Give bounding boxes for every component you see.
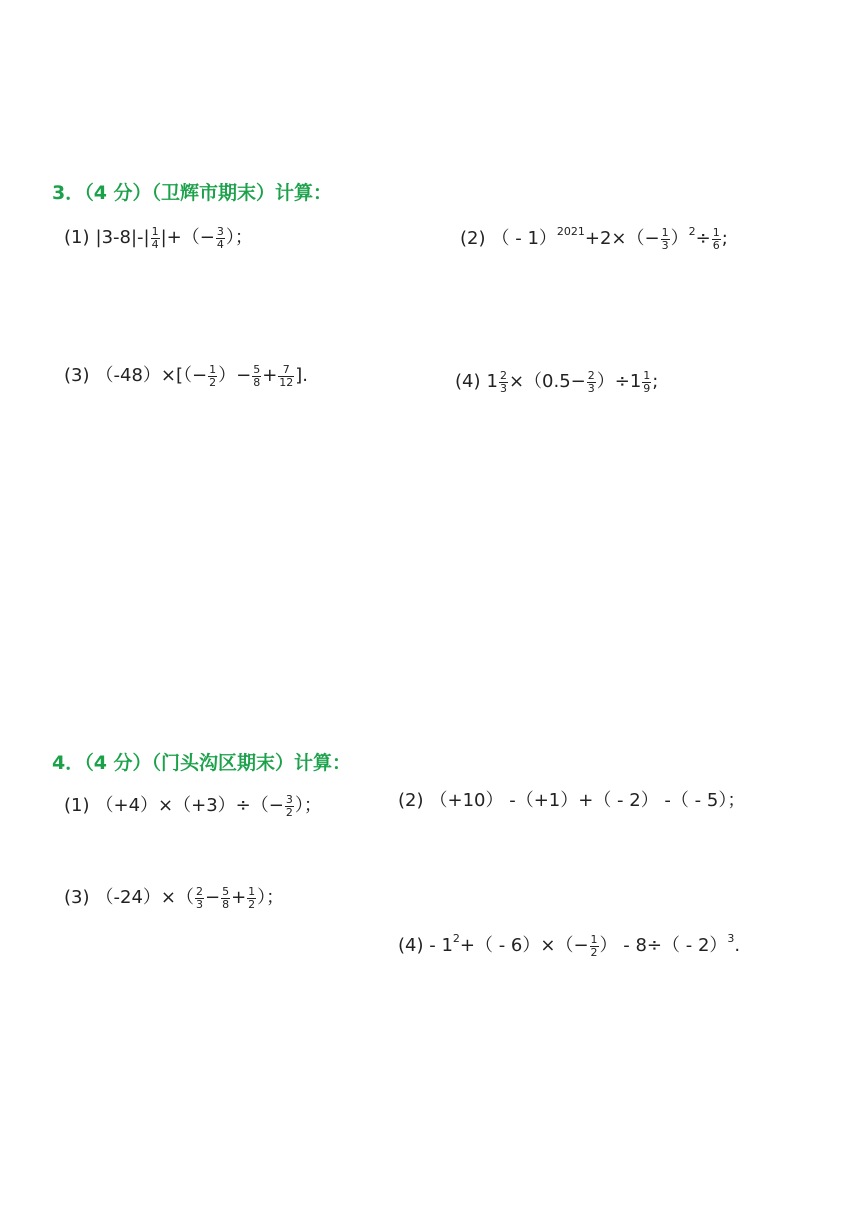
expr-part: （+10） -（+1）+（ - 2） -（ - 5）； (429, 790, 746, 811)
expr-part: （-24）×（ (95, 887, 194, 909)
expr-part: ）− (218, 365, 252, 387)
problem-label: (4) (398, 935, 424, 956)
expr-part: − (204, 887, 221, 909)
expr-part: |3-8|-| (95, 227, 150, 249)
expr-part: +2×（− (584, 228, 660, 249)
fraction: $\frac{5}{8}$ (222, 885, 230, 911)
fraction: $\frac{2}{3}$ (499, 369, 507, 395)
expr-part: +（ - 6）×（− (459, 935, 589, 956)
exponent: 2021 (556, 225, 585, 238)
problem-4-3 (64, 886, 284, 910)
section-4-heading: 4．（4 分）（门头沟区期末）计算： (52, 752, 352, 774)
fraction: $\frac{1}{2}$ (248, 885, 256, 911)
exponent: 2 (688, 225, 696, 238)
fraction: $\frac{1}{6}$ (712, 225, 720, 252)
expr-part: ×（0.5− (508, 371, 586, 393)
problem-4-4 (398, 933, 740, 958)
expr-part: ） - 8÷（ - 2） (599, 935, 728, 956)
exponent: 2 (452, 932, 460, 945)
fraction: $\frac{1}{2}$ (590, 932, 598, 959)
problem-label: (3) (64, 365, 90, 387)
problem-label: (3) (64, 887, 90, 909)
fraction: $\frac{7}{12}$ (279, 363, 294, 389)
fraction: $\frac{1}{4}$ (151, 225, 159, 251)
expr-part: ）； (257, 887, 285, 909)
expr-part: + (262, 365, 278, 387)
problem-label: (2) (398, 790, 424, 811)
expr-part: ; (652, 371, 659, 393)
expr-part: 1 (486, 371, 498, 393)
fraction: $\frac{1}{2}$ (209, 363, 217, 389)
expr-part: ）÷1 (596, 371, 642, 393)
fraction: $\frac{3}{4}$ (216, 225, 224, 251)
fraction: $\frac{2}{3}$ (587, 369, 595, 395)
problem-4-2 (398, 792, 745, 810)
problem-3-1 (64, 226, 253, 250)
section-3-heading: 3．（4 分）（卫辉市期末）计算： (52, 182, 333, 204)
expr-part: （+4）×（+3）÷（− (95, 795, 284, 817)
expr-part: . (734, 935, 741, 956)
exponent: 3 (727, 932, 735, 945)
expr-part: |+（− (160, 227, 215, 249)
expr-part: ]. (295, 365, 309, 387)
problem-3-4 (455, 370, 658, 394)
fraction: $\frac{3}{2}$ (285, 793, 293, 819)
problem-label: (2) (460, 228, 486, 249)
problem-label: (4) (455, 371, 481, 393)
expr-part: ） (670, 228, 689, 249)
expr-part: （-48）×[（− (95, 365, 208, 387)
expr-part: + (231, 887, 247, 909)
expr-part: ）； (294, 795, 322, 817)
problem-3-2 (460, 226, 728, 251)
fraction: $\frac{5}{8}$ (253, 363, 261, 389)
problem-3-3 (64, 364, 308, 388)
expr-part: - 1 (423, 935, 453, 956)
fraction: $\frac{1}{9}$ (643, 369, 651, 395)
fraction: $\frac{1}{3}$ (661, 225, 669, 252)
expr-part: （ - 1） (491, 228, 557, 249)
problem-4-1 (64, 794, 322, 818)
problem-label: (1) (64, 227, 90, 249)
expr-part: ）； (225, 227, 253, 249)
problem-label: (1) (64, 795, 90, 817)
expr-part: ÷ (695, 228, 711, 249)
expr-part: ; (721, 228, 728, 249)
fraction: $\frac{2}{3}$ (195, 885, 203, 911)
